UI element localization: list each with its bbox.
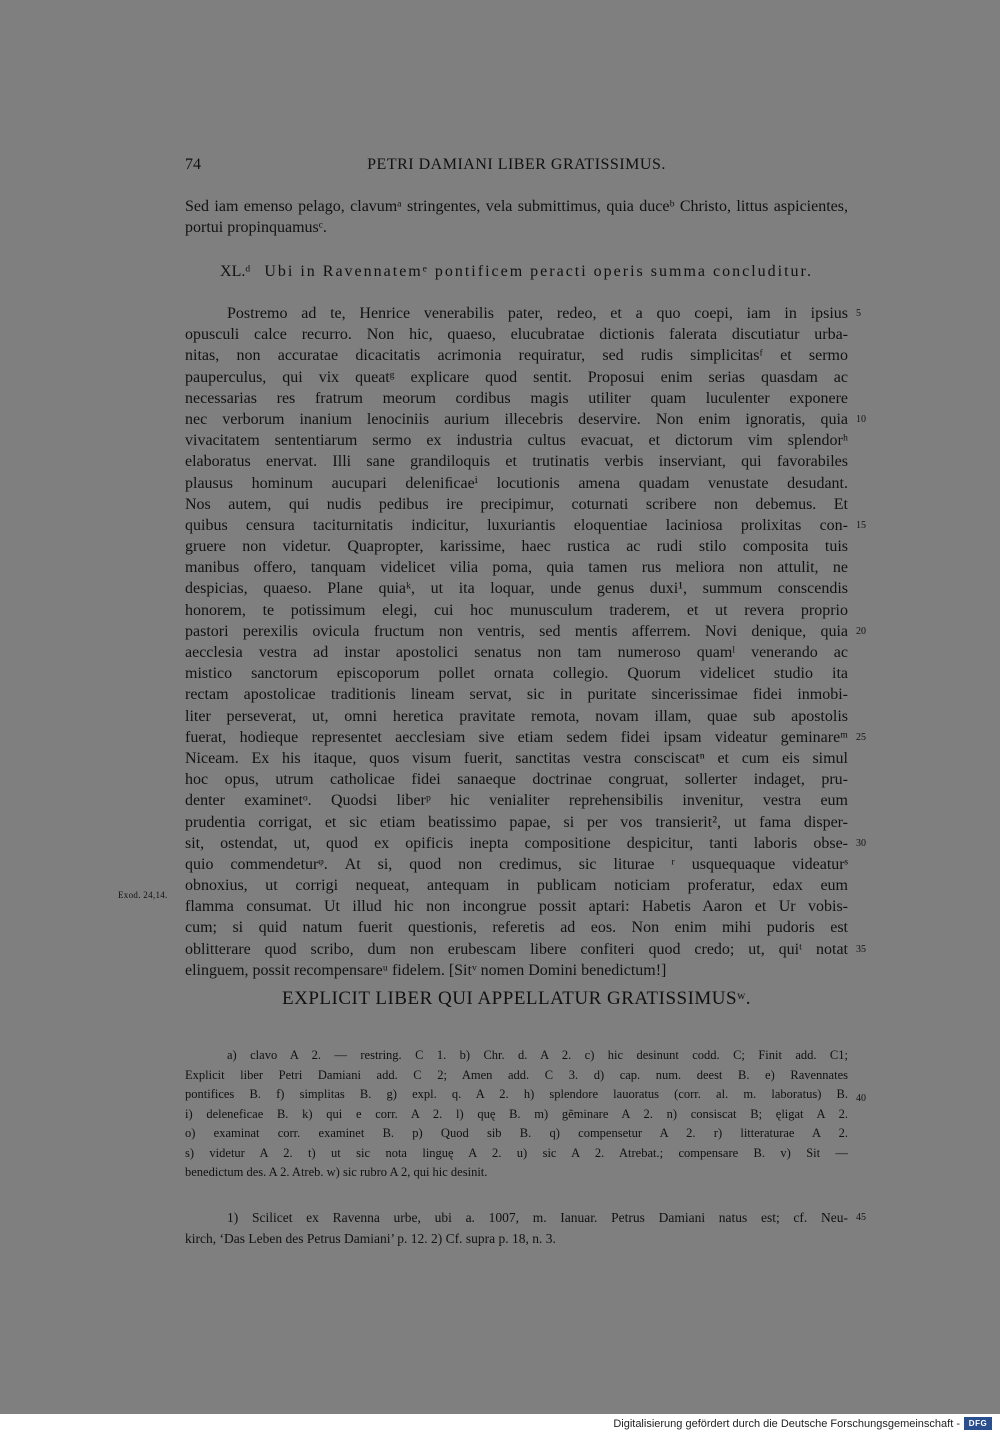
- text-line: Niceam. Ex his itaque, quos visum fuerit, sanctitas vestra consciscatⁿ et cum eis simul: [185, 749, 848, 767]
- apparatus-line: a) clavo A 2. — restring. C 1. b) Chr. d. A 2. c) hic desinunt codd. C; Finit add. C1;: [227, 1048, 848, 1062]
- footnote-line: 1) Scilicet ex Ravenna urbe, ubi a. 1007, m. Ianuar. Petrus Damiani natus est; cf. Neu-: [227, 1210, 848, 1225]
- chapter-title: Ubi in Ravennatemᵉ pontificem peracti operis summa concluditur.: [264, 263, 813, 280]
- funding-credit: Digitalisierung gefördert durch die Deutsche Forschungsgemeinschaft -: [613, 1418, 960, 1430]
- text-line: pastori perexilis ovicula fructum non ventris, sed mentis afferrem. Novi denique, quia: [185, 622, 848, 640]
- main-text: [185, 303, 848, 981]
- line-number: 5: [856, 308, 861, 319]
- text-line: prudentia corrigat, et sic etiam beatissimo papae, si per vos transierit², ut fama disper-: [185, 813, 848, 831]
- critical-apparatus: [185, 1046, 848, 1183]
- explicit-heading: EXPLICIT LIBER QUI APPELLATUR GRATISSIMUSʷ.: [282, 988, 751, 1009]
- text-line: elinguem, possit recompensareᵘ fidelem. [Sitᵛ nomen Domini benedictum!]: [185, 961, 667, 979]
- text-line: pauperculus, qui vix queatᵍ explicare quod sentit. Proposui enim serias quasdam ac: [185, 368, 848, 386]
- footnote-line: kirch, ‘Das Leben des Petrus Damiani’ p. 12. 2) Cf. supra p. 18, n. 3.: [185, 1231, 556, 1246]
- text-line: vivacitatem sententiarum sermo ex industria cultus evacuat, et dictorum vim splendorʰ: [185, 432, 848, 450]
- apparatus-line: benedictum des. A 2. Atreb. w) sic rubro A 2, qui hic desinit.: [185, 1165, 488, 1179]
- line-number: 25: [856, 732, 866, 743]
- line-number: 30: [856, 838, 866, 849]
- text-line: elaboratus enervat. Illi sane grandiloquis et trutinatis verbis inserviant, qui favorabiles: [185, 453, 848, 471]
- text-line: liter perseverat, ut, omni heretica pravitate remota, novam illam, quae sub apostolis: [185, 707, 848, 725]
- text-line: flamma consumat. Ut illud hic non incongrue possit aptari: Habetis Aaron et Ur vobis-: [185, 898, 848, 916]
- apparatus-line: i) deleneficae B. k) qui e corr. A 2. l) quę B. m) gẽminare A 2. n) consiscat B; ęligat A 2.: [185, 1106, 848, 1121]
- footnote-line-number: 45: [856, 1212, 866, 1223]
- margin-reference: Exod. 24,14.: [118, 890, 168, 900]
- text-line: nec verborum inanium lenociniis aurium illecebris deservire. Non enim ignoratis, quia: [185, 410, 848, 428]
- text-line: hoc opus, utrum catholicae fidei sanaeque doctrinae congruat, sollerter indaget, pru-: [185, 771, 848, 789]
- intro-paragraph: Sed iam emenso pelago, clavumᵃ stringentes, vela submittimus, quia duceᵇ Christo, littus aspicientes, portui propinquamusᶜ.: [185, 198, 848, 236]
- running-title: PETRI DAMIANI LIBER GRATISSIMUS.: [367, 156, 666, 173]
- text-line: plausus hominum aucupari deleniﬁcaeⁱ locutionis amena quadam venustate desudant.: [185, 474, 848, 492]
- line-number: 10: [856, 414, 866, 425]
- footnotes: [185, 1207, 848, 1249]
- text-line: cum; si quid natum fuerit questionis, referetis ad eos. Non enim mihi pudoris est: [185, 919, 848, 937]
- line-number: 35: [856, 944, 866, 955]
- text-line: aecclesia vestra ad instar apostolici senatus non tam numeroso quamˡ venerando ac: [185, 644, 848, 661]
- text-line: rectam apostolicae traditionis lineam servat, sic in puritate sincerissimae fidei inmobi-: [185, 686, 848, 704]
- text-line: opusculi calce recurro. Non hic, quaeso, elucubratae dictionis falerata discutiatur urba-: [185, 326, 848, 344]
- line-number: 15: [856, 520, 866, 531]
- line-number: 20: [856, 626, 866, 637]
- text-line: fuerat, hodieque representet aecclesiam sive etiam sedem fidei ipsam videatur geminareᵐ: [185, 728, 848, 746]
- apparatus-line: Explicit liber Petri Damiani add. C 2; Amen add. C 3. d) cap. num. deest B. e) Ravennates: [185, 1067, 848, 1082]
- text-line: denter examinetᵒ. Quodsi liberᵖ hic venialiter reprehensibilis invenitur, vestra eum: [185, 792, 848, 810]
- running-header: [185, 156, 848, 182]
- text-line: despicias, quaeso. Plane quiaᵏ, ut ita loquar, unde genus duxi¹, summum conscendis: [185, 580, 848, 598]
- apparatus-line-number: 40: [856, 1093, 866, 1104]
- dfg-logo: DFG: [964, 1417, 992, 1430]
- chapter-number: XL.ᵈ: [220, 263, 251, 280]
- text-line: oblitterare quod scribo, dum non erubescam libere confiteri quod credo; ut, quiᵗ notat: [185, 940, 848, 958]
- text-line: quibus censura taciturnitatis indicitur, luxuriantis eloquentiae laciniosa prolixitas con-: [185, 516, 848, 534]
- text-line: sit, ostendat, ut, quod ex opificis inepta compositione despicitur, tanti laboris obse-: [185, 834, 848, 852]
- funding-bar: [0, 1414, 1000, 1434]
- text-line: manibus offero, tanquam videlicet vilia poma, quia tamen rus meliora non attulit, ne: [185, 559, 848, 577]
- text-line: gruere non videtur. Quapropter, karissime, haec rustica ac rudi stilo composita tuis: [185, 538, 848, 556]
- text-line: mistico sanctorum episcoporum pollet ornata collegio. Quorum videlicet studio ita: [185, 665, 848, 683]
- page-number: 74: [185, 156, 201, 173]
- text-line: honorem, te potissimum elegi, cui hoc munusculum traderem, et ut revera proprio: [185, 601, 848, 619]
- text-line: obnoxius, ut corrigi nequeat, antequam in publicam noticiam proferatur, edax eum: [185, 877, 848, 895]
- text-line: Postremo ad te, Henrice venerabilis pater, redeo, et a quo coepi, iam in ipsius: [227, 305, 848, 322]
- apparatus-line: s) videtur A 2. t) ut sic nota linguę A 2. u) sic A 2. Atrebat.; compensare B. v) Sit —: [185, 1145, 848, 1160]
- text-line: nitas, non accuratae dicacitatis acrimonia requiratur, sed rudis simplicitasᶠ et sermo: [185, 347, 848, 365]
- text-line: necessarias res fratrum meorum cordibus magis utiliter quam luculenter exponere: [185, 389, 848, 407]
- chapter-heading: [185, 262, 848, 282]
- text-line: Nos autem, qui nudis pedibus ire precipimur, coturnati scribere non debemus. Et: [185, 495, 848, 513]
- apparatus-line: o) examinat corr. examinet B. p) Quod sib B. q) compensetur A 2. r) litteraturae A 2.: [185, 1126, 848, 1140]
- text-line: quio commendeturᵠ. At si, quod non credimus, sic liturae ʳ usquequaque videaturˢ: [185, 855, 848, 873]
- apparatus-line: pontifices B. f) simplitas B. g) expl. q. A 2. h) splendore lauoratus (corr. al. m. laboratus) B.: [185, 1087, 848, 1101]
